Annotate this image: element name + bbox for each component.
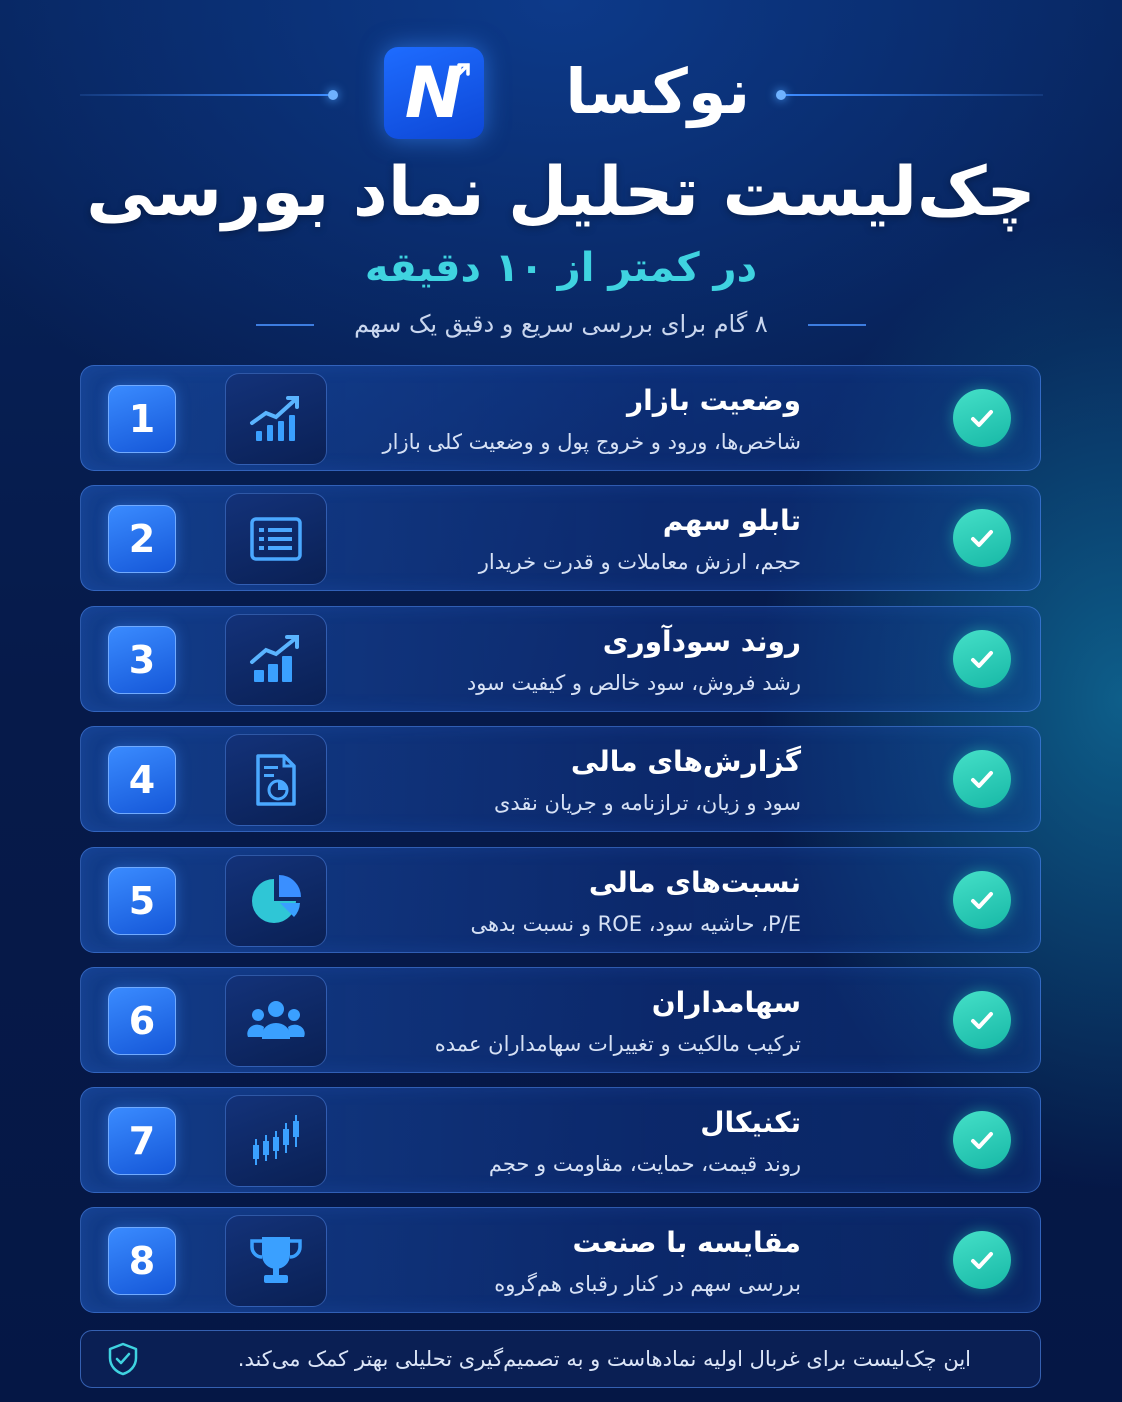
tagline: ۸ گام برای بررسی سریع و دقیق یک سهم (354, 310, 768, 338)
check-icon (953, 389, 1011, 447)
check-icon (953, 871, 1011, 929)
check-icon (953, 630, 1011, 688)
decorative-line-right (785, 94, 1043, 96)
item-description: شاخص‌ها، ورود و خروج پول و وضعیت کلی بازار (382, 430, 801, 454)
page-subtitle: در کمتر از ۱۰ دقیقه (364, 245, 758, 291)
checklist-item-1 (80, 365, 1041, 471)
item-title: تابلو سهم (662, 504, 801, 537)
market-growth-chart-icon (225, 373, 327, 465)
check-icon (953, 509, 1011, 567)
tagline-line-left (256, 324, 314, 326)
brand-name: نوکسا (565, 55, 750, 128)
page-title: چک‌لیست تحلیل نماد بورسی (86, 153, 1036, 232)
item-description: ترکیب مالکیت و تغییرات سهامداران عمده (434, 1032, 801, 1056)
pie-chart-icon (225, 855, 327, 947)
step-number: 3 (108, 626, 176, 694)
item-title: تکنیکال (700, 1106, 801, 1139)
item-description: رشد فروش، سود خالص و کیفیت سود (466, 671, 801, 695)
brand-logo (384, 47, 484, 139)
checklist-item-6 (80, 967, 1041, 1073)
item-title: روند سودآوری (602, 625, 801, 658)
item-title: مقایسه با صنعت (572, 1226, 801, 1259)
shareholders-icon (225, 975, 327, 1067)
step-number: 7 (108, 1107, 176, 1175)
item-description: بررسی سهم در کنار رقبای هم‌گروه (494, 1272, 801, 1296)
logo-row (0, 22, 1122, 134)
shield-check-icon (105, 1341, 141, 1377)
checklist-item-5 (80, 847, 1041, 953)
step-number: 4 (108, 746, 176, 814)
financial-report-icon (225, 734, 327, 826)
item-title: وضعیت بازار (627, 384, 801, 417)
item-title: سهامداران (651, 986, 801, 1019)
checklist-item-8 (80, 1207, 1041, 1313)
tagline-line-right (808, 324, 866, 326)
step-number: 2 (108, 505, 176, 573)
item-description: حجم، ارزش معاملات و قدرت خریدار (478, 550, 801, 574)
item-description: روند قیمت، حمایت، مقاومت و حجم (488, 1152, 801, 1176)
decorative-dot-left (328, 90, 338, 100)
decorative-line-left (80, 94, 330, 96)
checklist-item-7 (80, 1087, 1041, 1193)
footer-note (80, 1330, 1041, 1388)
checklist-item-2 (80, 485, 1041, 591)
item-title: گزارش‌های مالی (570, 745, 801, 778)
step-number: 5 (108, 867, 176, 935)
check-icon (953, 750, 1011, 808)
item-description: P/E، حاشیه سود، ROE و نسبت بدهی (470, 912, 801, 936)
candlestick-chart-icon (225, 1095, 327, 1187)
check-icon (953, 1231, 1011, 1289)
tagline-row (0, 304, 1122, 344)
logo-arrow-icon (450, 61, 472, 83)
step-number: 8 (108, 1227, 176, 1295)
logo-letter: N (404, 52, 464, 134)
check-icon (953, 991, 1011, 1049)
decorative-dot-right (776, 90, 786, 100)
footer-text: این چک‌لیست برای غربال اولیه نمادهاست و به تصمیم‌گیری تحلیلی بهتر کمک می‌کند. (237, 1347, 971, 1371)
item-title: نسبت‌های مالی (588, 866, 801, 899)
item-description: سود و زیان، ترازنامه و جریان نقدی (493, 791, 801, 815)
checklist-item-3 (80, 606, 1041, 712)
step-number: 6 (108, 987, 176, 1055)
step-number: 1 (108, 385, 176, 453)
checklist-item-4 (80, 726, 1041, 832)
stock-board-icon (225, 493, 327, 585)
profit-trend-chart-icon (225, 614, 327, 706)
check-icon (953, 1111, 1011, 1169)
trophy-icon (225, 1215, 327, 1307)
